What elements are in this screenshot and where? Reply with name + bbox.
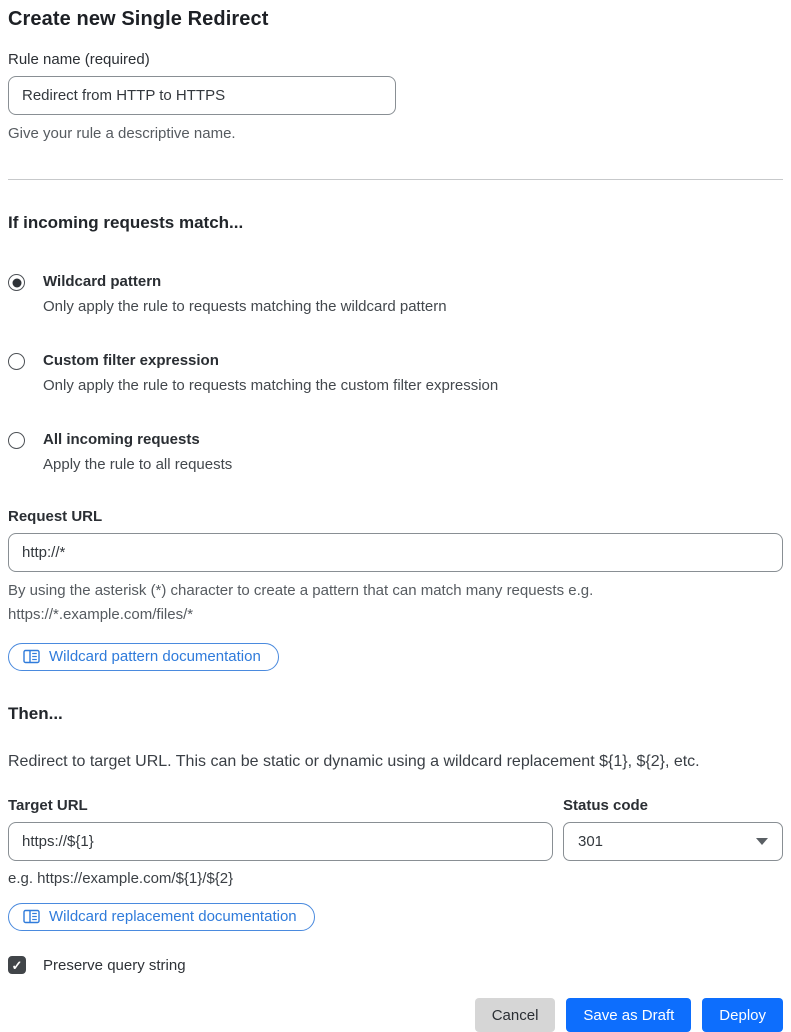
target-url-help: e.g. https://example.com/${1}/${2} — [8, 870, 234, 887]
radio-description: Only apply the rule to requests matching the wildcard pattern — [43, 298, 447, 315]
then-description: Redirect to target URL. This can be static or dynamic using a wildcard replacement ${1}, ${2}, etc. — [8, 753, 700, 770]
chevron-down-icon — [756, 838, 768, 845]
request-url-help-line1: By using the asterisk (*) character to create a pattern that can match many requests e.g. — [8, 582, 594, 599]
status-code-value: 301 — [578, 833, 604, 850]
match-options-group — [8, 271, 783, 475]
radio-label: Wildcard pattern — [43, 273, 162, 290]
status-code-select[interactable] — [563, 822, 783, 861]
radio-text — [43, 350, 498, 396]
preserve-query-string-row[interactable] — [8, 956, 783, 974]
preserve-query-string-checkbox[interactable] — [8, 956, 26, 974]
match-option-all-incoming-requests[interactable] — [8, 429, 783, 475]
request-url-help — [8, 579, 783, 627]
radio-text — [43, 429, 232, 475]
section-divider — [8, 179, 783, 180]
target-url-input[interactable] — [8, 822, 553, 861]
match-option-custom-filter-expression[interactable] — [8, 350, 783, 396]
page-title: Create new Single Redirect — [8, 8, 269, 30]
radio-icon[interactable] — [8, 353, 25, 370]
request-url-help-line2: https://*.example.com/files/* — [8, 606, 194, 623]
wildcard-pattern-docs-button[interactable] — [8, 643, 279, 671]
request-url-input[interactable] — [8, 533, 783, 572]
then-section-heading: Then... — [8, 704, 63, 723]
radio-label: Custom filter expression — [43, 352, 219, 369]
wildcard-replacement-docs-button[interactable] — [8, 903, 315, 931]
match-option-wildcard-pattern[interactable] — [8, 271, 783, 317]
radio-text — [43, 271, 447, 317]
request-url-label: Request URL — [8, 508, 103, 525]
radio-label: All incoming requests — [43, 431, 200, 448]
open-book-icon — [23, 649, 40, 664]
save-as-draft-button[interactable]: Save as Draft — [566, 998, 691, 1032]
status-code-column — [563, 797, 783, 887]
match-section-heading: If incoming requests match... — [8, 213, 244, 232]
radio-description: Only apply the rule to requests matching the custom filter expression — [43, 377, 499, 394]
target-row — [8, 797, 783, 887]
target-url-label: Target URL — [8, 797, 88, 814]
status-code-label: Status code — [563, 797, 649, 814]
form-actions — [8, 998, 783, 1032]
open-book-icon — [23, 909, 40, 924]
target-url-column — [8, 797, 553, 887]
check-icon: ✓ — [11, 957, 23, 973]
doc-button-label: Wildcard pattern documentation — [49, 648, 261, 665]
preserve-query-string-label: Preserve query string — [43, 956, 186, 974]
rule-name-input[interactable] — [8, 76, 396, 115]
radio-icon[interactable] — [8, 432, 25, 449]
radio-description: Apply the rule to all requests — [43, 456, 233, 473]
cancel-button[interactable]: Cancel — [475, 998, 556, 1032]
deploy-button[interactable]: Deploy — [702, 998, 783, 1032]
radio-icon[interactable] — [8, 274, 25, 291]
rule-name-label: Rule name (required) — [8, 51, 150, 68]
rule-name-help: Give your rule a descriptive name. — [8, 125, 236, 142]
doc-button-label: Wildcard replacement documentation — [49, 908, 297, 925]
